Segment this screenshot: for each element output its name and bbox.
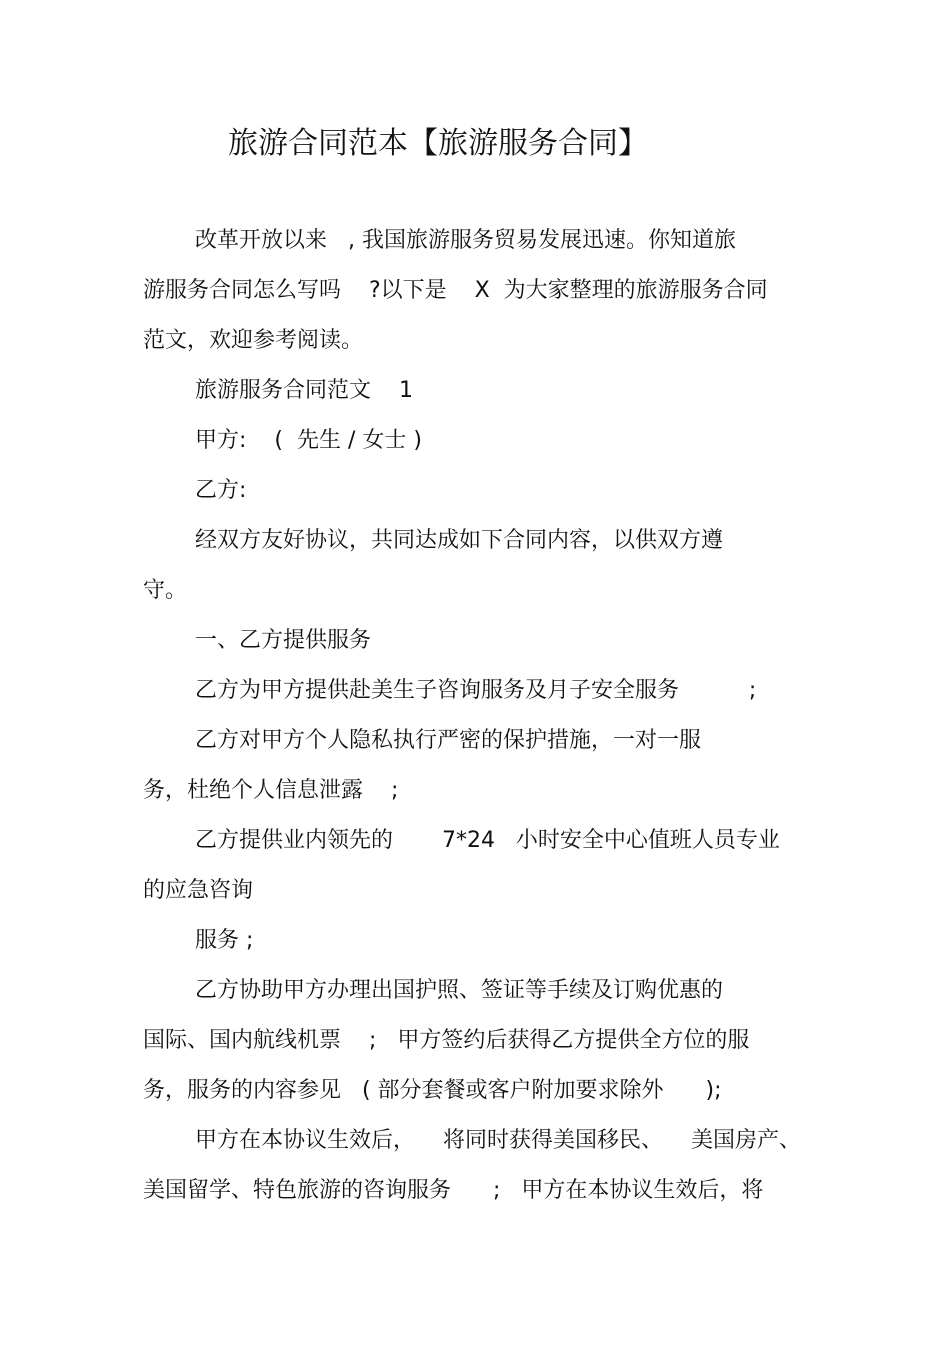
paragraph-line: 甲方在本协议生效后， 将同时获得美国移民、 美国房产、 — [195, 1128, 801, 1153]
paragraph-line: 乙方为甲方提供赴美生子咨询服务及月子安全服务 ; — [195, 678, 757, 703]
paragraph-line: 守。 — [143, 578, 188, 603]
paragraph-line: 经双方友好协议，共同达成如下合同内容，以供双方遵 — [195, 528, 724, 553]
paragraph-line: 乙方对甲方个人隐私执行严密的保护措施，一对一服 — [195, 728, 702, 753]
paragraph-line: 游服务合同怎么写吗 ?以下是 X 为大家整理的旅游服务合同 — [143, 278, 768, 303]
paragraph-line: 乙方提供业内领先的 7*24 小时安全中心值班人员专业 — [195, 828, 780, 853]
party-a-line: 甲方: ( 先生 / 女士 ) — [195, 428, 422, 453]
paragraph-line: 美国留学、特色旅游的咨询服务 ; 甲方在本协议生效后，将 — [143, 1178, 764, 1203]
paragraph-line: 服务 ; — [195, 928, 254, 953]
section-heading: 旅游服务合同范文 1 — [195, 378, 413, 403]
paragraph-line: 务，杜绝个人信息泄露 ; — [143, 778, 399, 803]
document-title: 旅游合同范本【旅游服务合同】 — [228, 126, 648, 161]
paragraph-line: 国际、国内航线机票 ; 甲方签约后获得乙方提供全方位的服 — [143, 1028, 750, 1053]
paragraph-line: 范文，欢迎参考阅读。 — [143, 328, 364, 353]
clause-heading: 一、乙方提供服务 — [195, 628, 372, 653]
paragraph-line: 的应急咨询 — [143, 878, 254, 903]
party-b-line: 乙方: — [195, 478, 247, 503]
paragraph-line: 乙方协助甲方办理出国护照、签证等手续及订购优惠的 — [195, 978, 724, 1003]
paragraph-line: 务，服务的内容参见 ( 部分套餐或客户附加要求除外 ); — [143, 1078, 722, 1103]
paragraph-line: 改革开放以来 , 我国旅游服务贸易发展迅速。你知道旅 — [195, 228, 736, 253]
